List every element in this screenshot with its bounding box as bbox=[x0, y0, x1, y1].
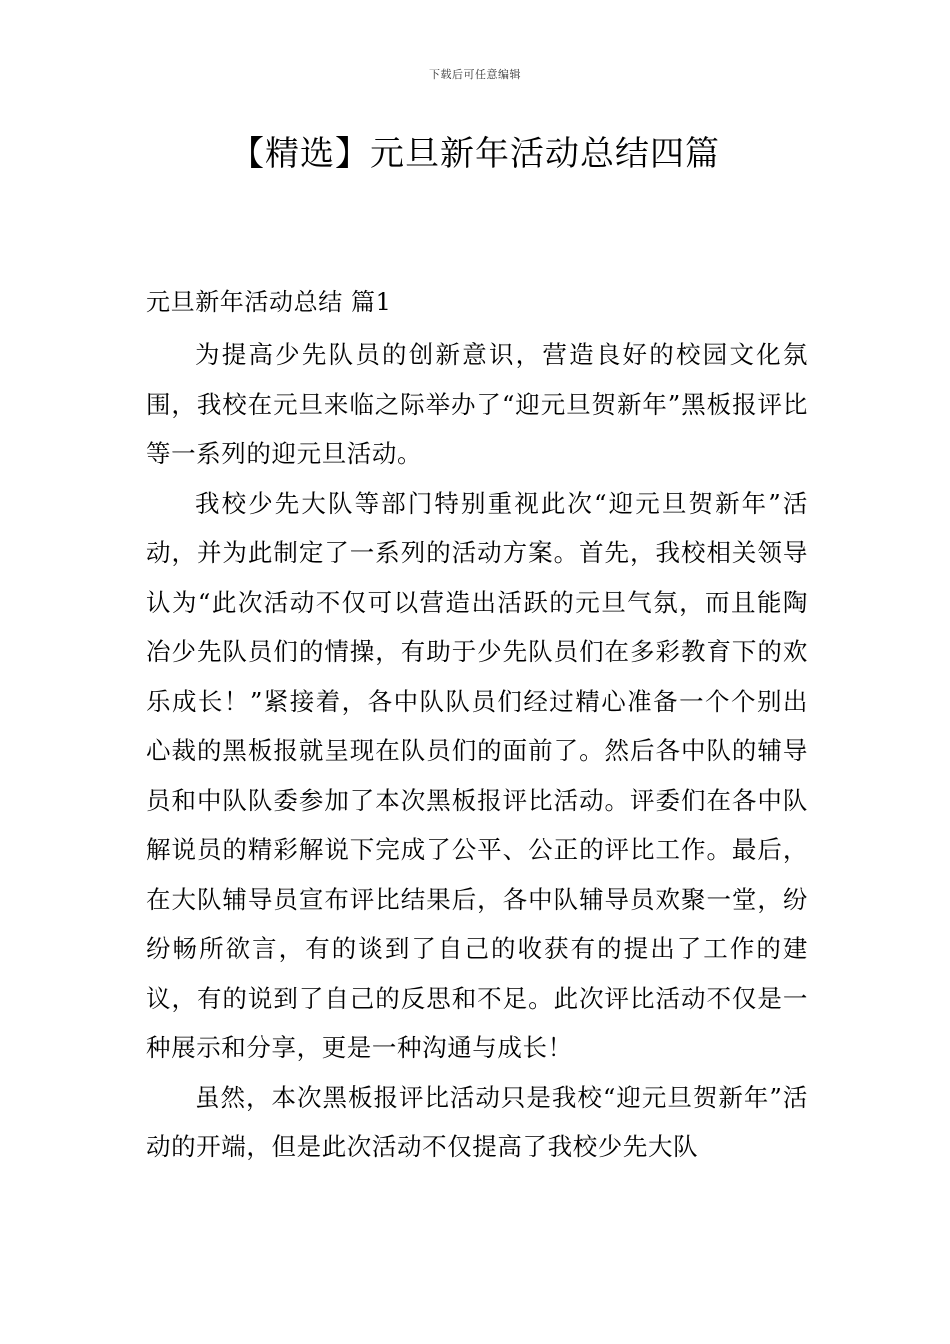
section-heading: 元旦新年活动总结 篇1 bbox=[146, 288, 392, 316]
paragraph: 虽然，本次黑板报评比活动只是我校“迎元旦贺新年”活动的开端，但是此次活动不仅提高了我校少先大队 bbox=[146, 1082, 808, 1161]
paragraph: 我校少先大队等部门特别重视此次“迎元旦贺新年”活动，并为此制定了一系列的活动方案。首先，我校相关领导认为“此次活动不仅可以营造出活跃的元旦气氛，而且能陶冶少先队员们的情操，有助于少先队员们在多彩教育下的欢乐成长！”紧接着，各中队队员们经过精心准备一个个别出心裁的黑板报就呈现在队员们的面前了。然后各中队的辅导员和中队队委参加了本次黑板报评比活动。评委们在各中队解说员的精彩解说下完成了公平、公正的评比工作。最后，在大队辅导员宣布评比结果后，各中队辅导员欢聚一堂，纷纷畅所欲言，有的谈到了自己的收获有的提出了工作的建议，有的说到了自己的反思和不足。此次评比活动不仅是一种展示和分享，更是一种沟通与成长！ bbox=[146, 488, 808, 1062]
document-title: 【精选】元旦新年活动总结四篇 bbox=[230, 134, 720, 174]
document-body bbox=[146, 280, 808, 1172]
paragraph: 为提高少先队员的创新意识，营造良好的校园文化氛围，我校在元旦来临之际举办了“迎元旦贺新年”黑板报评比等一系列的迎元旦活动。 bbox=[146, 340, 808, 468]
header-note: 下载后可任意编辑 bbox=[429, 68, 521, 81]
